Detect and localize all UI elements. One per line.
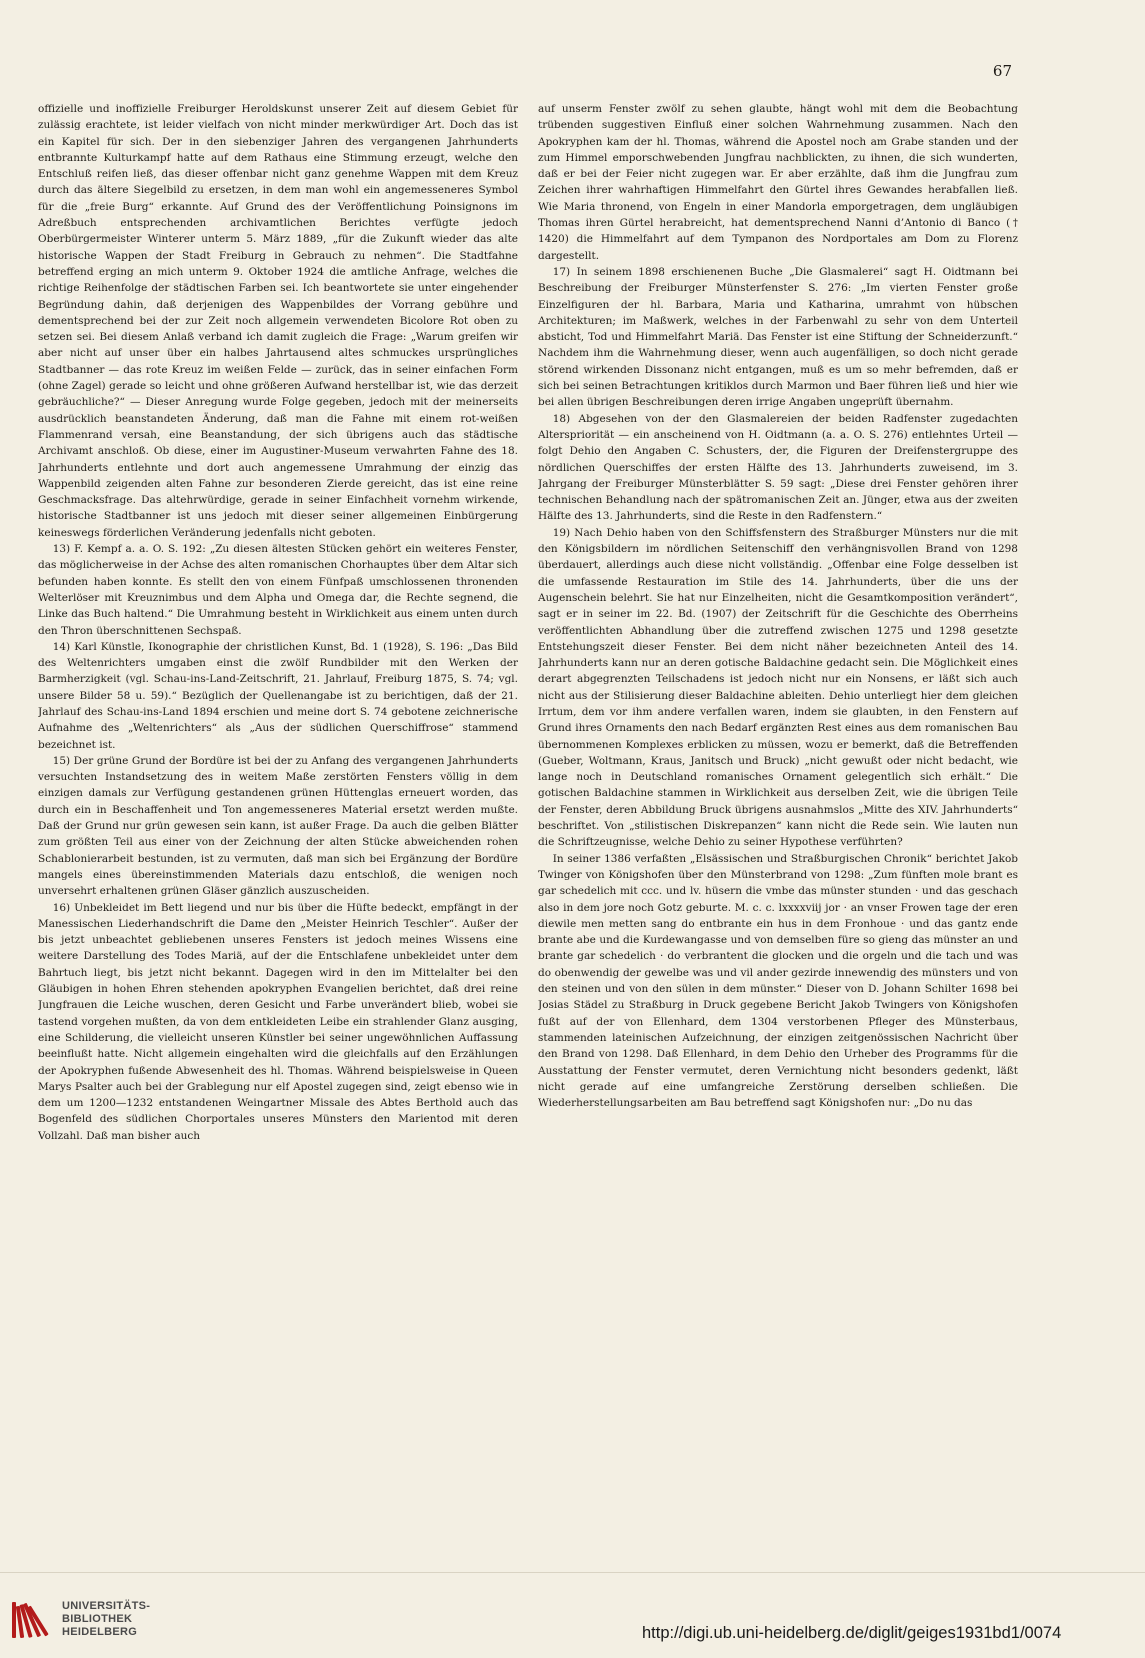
footnote-16-continuation: auf unserm Fenster zwölf zu sehen glaubte, hängt wohl mit dem die Beobachtung trübenden suggestiven Einfluß einer solchen Wahrnehmung zusammen. Nach den Apokryphen kam der hl. Thomas, während die Apostel noch am Grabe standen und der zum Himmel emporschwebenden Jungfrau nachblickten, zu ihnen, die sich wunderten, daß er bei der Feier nicht zugegen war. Er aber erzählte, daß ihm die Jungfrau zum Zeichen ihrer wahrhaftigen Himmelfahrt den Gürtel ihres Gewandes herabfallen ließ. Wie Maria thronend, von Engeln in einer Mandorla emporgetragen, dem ungläubigen Thomas ihren Gürtel herabreicht, hat dementsprechend Nanni d’Antonio di Banco († 1420) die Himmelfahrt auf dem Tympanon des Nordportales am Dom zu Florenz dargestellt. [538, 103, 1018, 262]
university-library-logo-icon [10, 1598, 54, 1642]
right-text-column [538, 101, 1018, 1496]
left-text-column [38, 101, 518, 1496]
footnote-18: 18) Abgesehen von der den Glasmalereien der beiden Radfenster zugedachten Alterspriorität — ein anscheinend von H. Oidtmann (a. a. O. S. 276) entlehntes Urteil — folgt Dehio den Angaben C. Schusters, der, die Figuren der Dreifenstergruppe des nördlichen Querschiffes der ersten Hälfte des 13. Jahrhunderts zuweisend, im 3. Jahrgang der Freiburger Münsterblätter S. 59 sagt: „Diese drei Fenster gehören ihrer technischen Behandlung nach der spätromanischen Zeit an. Jünger, etwa aus der zweiten Hälfte des 13. Jahrhunderts, sind die Reste in den Radfenstern.“ [538, 412, 1018, 523]
document-url-link[interactable]: http://digi.ub.uni-heidelberg.de/diglit/geiges1931bd1/0074 [642, 1624, 1062, 1642]
footnote-17: 17) In seinem 1898 erschienenen Buche „Die Glasmalerei“ sagt H. Oidtmann bei Beschreibung der Freiburger Münsterfenster S. 276: „Im vierten Fenster große Einzelfiguren der hl. Barbara, Maria und Katharina, umrahmt von hübschen Architekturen; im Maßwerk, welches in der Farbenwahl zu sehr von dem Unterteil absticht, Tod und Himmelfahrt Mariä. Das Fenster ist eine Stiftung der Schneiderzunft.“ Nachdem ihm die Wahrnehmung dieser, wenn auch augenfälligen, so doch nicht gerade störend wirkenden Dissonanz nicht entgangen, muß es um so mehr befremden, daß er sich bei seinen Betrachtungen kritiklos durch Marmon und Baer führen ließ und hier wie bei allen übrigen Beschreibungen deren irrige Angaben ungeprüft übernahm. [538, 265, 1018, 409]
footnote-19-chronicle-paragraph: In seiner 1386 verfaßten „Elsässischen und Straßburgischen Chronik“ berichtet Jakob Twinger von Königshofen über den Münsterbrand von 1298: „Zum fünften mole brant es gar schedelich mit ccc. und lv. hüsern die vmbe das münster stunden · und das geschach also in dem jore noch Gotz geburte. M. c. c. lxxxxviij jor · an vnser Frowen tage der eren diewile men metten sang do entbrante ein hus in dem Fronhoue · und das gantz ende brante abe und die Kurdewangasse und von demselben füre so gieng das münster an und brante gar schedelich · do verbrantent die glocken und die orgeln und die tach und was do obenwendig der gewelbe was und vil ander gezirde innewendig des münsters und von den steinen und von den sülen in dem münster.“ Dieser von D. Johann Schilter 1698 bei Josias Städel zu Straßburg in Druck gegebene Bericht Jakob Twingers von Königshofen fußt auf der von Ellenhard, dem 1304 verstorbenen Pfleger des Münsterbaus, stammenden lateinischen Aufzeichnung, der einzigen zeitgenössischen Nachricht über den Brand von 1298. Daß Ellenhard, in dem Dehio den Urheber des Programms für die Ausstattung der Fenster vermutet, deren Vernichtung nicht besonders gedenkt, läßt nicht gerade auf eine umfangreiche Zerstörung derselben schließen. Die Wiederherstellungsarbeiten am Bau betreffend sagt Königshofen nur: „Do nu das [538, 852, 1018, 1110]
footnote-15: 15) Der grüne Grund der Bordüre ist bei der zu Anfang des vergangenen Jahrhunderts versuchten Instandsetzung des in weitem Maße zerstörten Fensters völlig in dem einzigen damals zur Verfügung gestandenen grünen Hüttenglas erneuert worden, das durch ein in Beschaffenheit und Ton angemesseneres Material ersetzt werden mußte. Daß der Grund nur grün gewesen sein kann, ist außer Frage. Da auch die gelben Blätter zum größten Teil aus einer von der Zeichnung der alten Stücke abweichenden rohen Schablonierarbeit bestunden, ist zu vermuten, daß man sich bei Ergänzung der Bordüre mangels eines übereinstimmenden Materials dazu entschloß, die wenigen noch unversehrt erhaltenen grünen Gläser gänzlich auszuscheiden. [38, 754, 518, 898]
footnote-19: 19) Nach Dehio haben von den Schiffsfenstern des Straßburger Münsters nur die mit den Königsbildern im nördlichen Seitenschiff den verhängnisvollen Brand von 1298 überdauert, allerdings auch diese nicht vollständig. „Offenbar eine Folge desselben ist die umfassende Restauration im Stile des 14. Jahrhunderts, über die uns der Augenschein belehrt. Sie hat nur Einzelheiten, nicht die Gesamtkomposition verändert“, sagt er in seiner im 22. Bd. (1907) der Zeitschrift für die Geschichte des Oberrheins veröffentlichten Abhandlung über die zutreffend zwischen 1275 und 1298 gesetzte Entstehungszeit dieser Fenster. Bei dem nicht näher bezeichneten Anteil des 14. Jahrhunderts kann nur an deren gotische Baldachine gedacht sein. Die Möglichkeit eines derart abgegrenzten Teilschadens ist jedoch nicht nur ein Nonsens, er läßt sich auch nicht aus der Stilisierung dieser Baldachine ableiten. Dehio unterliegt hier dem gleichen Irrtum, dem vor ihm andere verfallen waren, indem sie glaubten, in den Fenstern auf Grund ihres Ornaments den nach Bedarf ergänzten Rest eines aus dem romanischen Bau übernommenen Komplexes erblicken zu müssen, wozu er bemerkt, daß die Betreffenden (Gueber, Woltmann, Kraus, Janitsch und Bruck) „nicht gewußt oder nicht bedacht, wie lange noch in Deutschland romanisches Ornament gelegentlich sich erhält.“ Die gotischen Baldachine stammen in Wirklichkeit aus derselben Zeit, wie die übrigen Teile der Fenster, deren Abbildung Bruck übrigens ausnahmslos „Mitte des XIV. Jahrhunderts“ beschriftet. Von „stilistischen Diskrepanzen“ kann nicht die Rede sein. Wie lauten nun die Schriftzeugnisse, welche Dehio zu seiner Hypothese verführten? [538, 526, 1018, 849]
footnote-13: 13) F. Kempf a. a. O. S. 192: „Zu diesen ältesten Stücken gehört ein weiteres Fenster, das möglicherweise in der Achse des alten romanischen Chorhauptes über dem Altar sich befunden haben konnte. Es stellt den von einem Fünfpaß umschlossenen thronenden Welterlöser mit Kreuznimbus und dem Alpha und Omega dar, die Rechte segnend, die Linke das Buch haltend.“ Die Umrahmung besteht in Wirklichkeit aus einem unten durch den Thron überschnittenen Sechspaß. [38, 543, 518, 637]
library-name-line-3: HEIDELBERG [62, 1626, 138, 1638]
footer-divider [0, 1572, 1145, 1573]
footer-bar [0, 1572, 1145, 1658]
footnote-16: 16) Unbekleidet im Bett liegend und nur bis über die Hüfte bedeckt, empfängt in der Manessischen Liederhandschrift die Dame den „Meister Heinrich Teschler“. Außer der bis jetzt unbeachtet gebliebenen unseres Fensters ist jedoch meines Wissens eine weitere Darstellung des Todes Mariä, auf der die Entschlafene unbekleidet unter dem Bahrtuch liegt, bis jetzt nicht bekannt. Dagegen wird in den im Mittelalter bei den Gläubigen in hohen Ehren stehenden apokryphen Evangelien berichtet, daß drei reine Jungfrauen die Leiche wuschen, deren Gesicht und Farbe unverändert blieb, wobei sie tastend vorgehen mußten, da von dem entkleideten Leibe ein strahlender Glanz ausging, eine Schilderung, die vielleicht unseren Künstler bei seiner ungewöhnlichen Auffassung beeinflußt hatte. Nicht allgemein eingehalten wird die gleichfalls auf den Erzählungen der Apokryphen fußende Abwesenheit des hl. Thomas. Während beispielsweise in Queen Marys Psalter auch bei der Grablegung nur elf Apostel zugegen sind, zeigt ebenso wie in dem um 1200—1232 entstandenen Weingartner Missale des Abtes Berthold auch das Bogenfeld des südlichen Chorportales unseres Münsters den Marientod mit deren Vollzahl. Daß man bisher auch [38, 901, 518, 1142]
page-number: 67 [992, 62, 1012, 80]
paragraph-continuation: offizielle und inoffizielle Freiburger Heroldskunst unserer Zeit auf diesem Gebiet für zulässig erachtete, ist leider vielfach von nicht minder merkwürdiger Art. Doch das ist ein Kapitel für sich. Der in den siebenziger Jahren des vergangenen Jahrhunderts entbrannte Kulturkampf hatte auf dem Rathaus eine Stimmung erzeugt, welche den Entschluß reifen ließ, das dieser offenbar nicht ganz genehme Wappen mit dem Kreuz durch das ältere Siegelbild zu ersetzen, in dem man wohl ein angemesseneres Symbol für die „freie Burg“ erkannte. Auf Grund des der Veröffentlichung Poinsignons im Adreßbuch entsprechenden archivamtlichen Berichtes verfügte jedoch Oberbürgermeister Winterer unterm 5. März 1889, „für die Zukunft wieder das alte historische Wappen der Stadt Freiburg in Gebrauch zu nehmen“. Die Stadtfahne betreffend erging an mich unterm 9. Oktober 1924 die amtliche Anfrage, welches die richtige Reihenfolge der städtischen Farben sei. Ich beantwortete sie unter eingehender Begründung dahin, daß derjenigen des Wappenbildes der Vorrang gebühre und dementsprechend bei der zur Zeit noch allgemein verwendeten Bicolore Rot oben zu setzen sei. Bei diesem Anlaß verband ich damit zugleich die Frage: „Warum greifen wir aber nicht auf unser über ein halbes Jahrtausend altes schmuckes ursprüngliches Stadtbanner — das rote Kreuz im weißen Felde — zurück, das in seiner einfachen Form (ohne Zagel) gerade so leicht und ohne größeren Aufwand herstellbar ist, wie das derzeit gebräuchliche?“ — Dieser Anregung wurde Folge gegeben, jedoch mit der meinerseits ausdrücklich beanstandeten Änderung, daß man die Fahne mit einem rot-weißen Flammenrand versah, eine Beanstandung, der sich übrigens auch das städtische Archivamt anschloß. Ob diese, einer im Augustiner-Museum verwahrten Fahne des 18. Jahrhunderts entlehnte und dort auch angemessene Umrahmung der einzig das Wappenbild zeigenden alten Fahne zur besonderen Zierde gereicht, das ist eine reine Geschmacksfrage. Das altehrwürdige, gerade in seiner Einfachheit vornehm wirkende, historische Stadtbanner ist uns jedoch mit dieser seiner allgemeinen Einbürgerung keineswegs förderlichen Veränderung jedenfalls nicht geboten. [38, 103, 518, 539]
library-name-line-2: BIBLIOTHEK [62, 1613, 133, 1625]
library-name-line-1: UNIVERSITÄTS- [62, 1600, 151, 1612]
footnote-14: 14) Karl Künstle, Ikonographie der christlichen Kunst, Bd. 1 (1928), S. 196: „Das Bild des Weltenrichters umgaben einst die zwölf Rundbilder mit den Werken der Barmherzigkeit (vgl. Schau-ins-Land-Zeitschrift, 21. Jahrlauf, Freiburg 1875, S. 74; vgl. unsere Bilder 58 u. 59).“ Bezüglich der Quellenangabe ist zu berichtigen, daß der 21. Jahrlauf des Schau-ins-Land 1894 erschien und meine dort S. 74 gebotene zeichnerische Aufnahme des „Weltenrichters“ als „Aus der südlichen Querschiffrose“ stammend bezeichnet ist. [38, 640, 518, 751]
library-name [62, 1600, 150, 1639]
